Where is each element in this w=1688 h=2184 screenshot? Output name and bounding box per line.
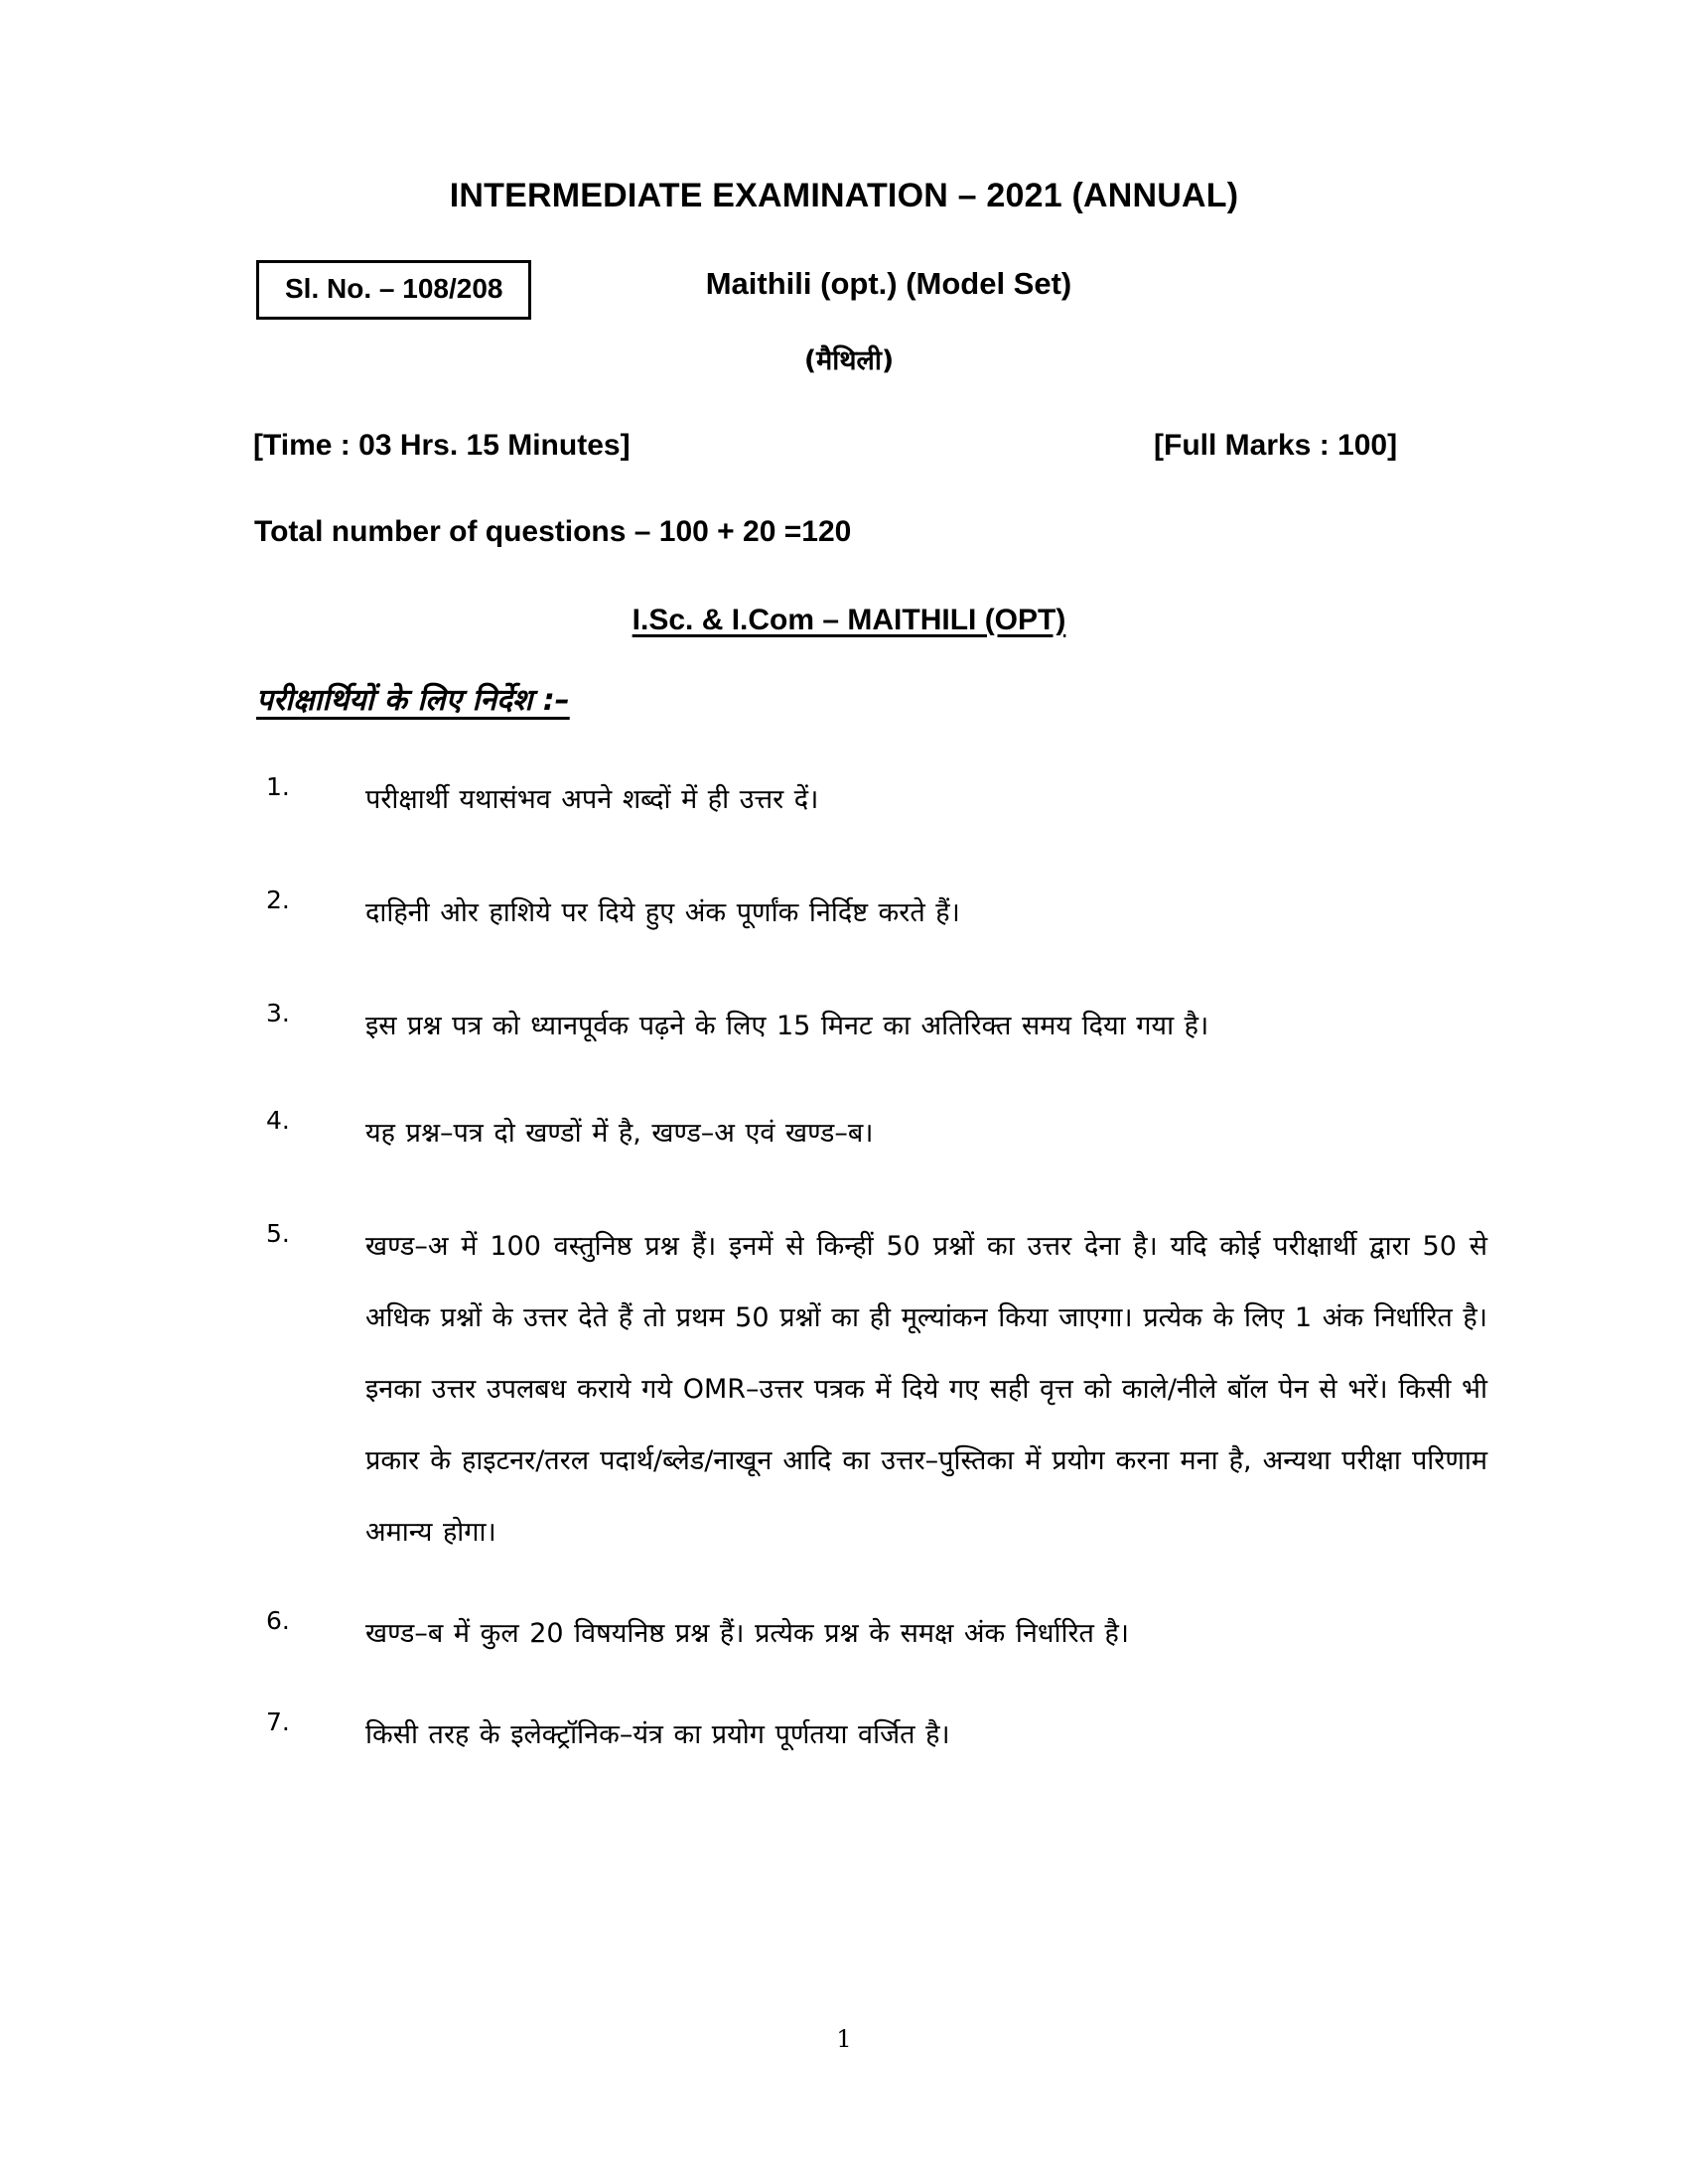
instruction-number: 5. — [266, 1219, 290, 1248]
total-questions: Total number of questions – 100 + 20 =120 — [254, 515, 852, 548]
instruction-text: खण्ड–अ में 100 वस्तुनिष्ठ प्रश्न हैं। इनमें से किन्हीं 50 प्रश्नों का उत्तर देना है। यदि कोई परीक्षार्थी द्वारा 50 से अधिक प्रश्नों के उत्तर देते हैं तो प्रथम 50 प्रश्नों का ही मूल्यांकन किया जाएगा। प्रत्येक के लिए 1 अंक निर्धारित है। इनका उत्तर उपलबध कराये गये OMR–उत्तर पत्रक में दिये गए सही वृत्त को काले/नीले बॉल पेन से भरें। किसी भी प्रकार के हाइटनर/तरल पदार्थ/ब्लेड/नाखून आदि का उत्तर–पुस्तिका में प्रयोग करना मना है, अन्यथा परीक्षा परिणाम अमान्य होगा। — [365, 1231, 1487, 1548]
serial-number-box: Sl. No. – 108/208 — [256, 260, 531, 320]
instruction-number: 4. — [266, 1106, 290, 1135]
instruction-item — [256, 764, 1487, 836]
instruction-item — [256, 1098, 1487, 1169]
instruction-number: 7. — [266, 1707, 290, 1736]
full-marks: [Full Marks : 100] — [1154, 429, 1398, 462]
exam-time: [Time : 03 Hrs. 15 Minutes] — [253, 429, 631, 462]
instruction-item — [256, 878, 1487, 949]
instruction-number: 2. — [266, 886, 290, 914]
instruction-text: यह प्रश्न–पत्र दो खण्डों में है, खण्ड–अ एवं खण्ड–ब। — [365, 1118, 874, 1149]
exam-title: INTERMEDIATE EXAMINATION – 2021 (ANNUAL) — [449, 177, 1239, 214]
instruction-item — [256, 991, 1487, 1062]
instruction-item — [256, 1700, 1487, 1771]
instruction-number: 1. — [266, 772, 290, 801]
stream-title — [0, 604, 1688, 637]
stream-title-text: I.Sc. & I.Com – MAITHILI (OPT) — [632, 604, 1066, 636]
page-number: 1 — [836, 2025, 852, 2053]
instruction-text: खण्ड–ब में कुल 20 विषयनिष्ठ प्रश्न हैं। प्रत्येक प्रश्न के समक्ष अंक निर्धारित है। — [365, 1618, 1130, 1649]
instruction-item — [256, 1598, 1487, 1670]
instruction-number: 3. — [266, 999, 290, 1027]
subject-title: Maithili (opt.) (Model Set) — [705, 266, 1072, 301]
instruction-text: किसी तरह के इलेक्ट्रॉनिक–यंत्र का प्रयोग पूर्णतया वर्जित है। — [365, 1719, 950, 1750]
instruction-text: परीक्षार्थी यथासंभव अपने शब्दों में ही उत्तर दें। — [365, 784, 819, 815]
subject-title-native: (मैथिली) — [803, 345, 895, 376]
instructions-list — [256, 764, 1487, 1801]
instruction-item — [256, 1211, 1487, 1569]
instruction-text: इस प्रश्न पत्र को ध्यानपूर्वक पढ़ने के लिए 15 मिनट का अतिरिक्त समय दिया गया है। — [365, 1011, 1209, 1041]
instruction-text: दाहिनी ओर हाशिये पर दिये हुए अंक पूर्णांक निर्दिष्ट करते हैं। — [365, 897, 960, 928]
instruction-number: 6. — [266, 1606, 290, 1635]
instructions-heading: परीक्षार्थियों के लिए निर्देश :– — [256, 683, 570, 718]
